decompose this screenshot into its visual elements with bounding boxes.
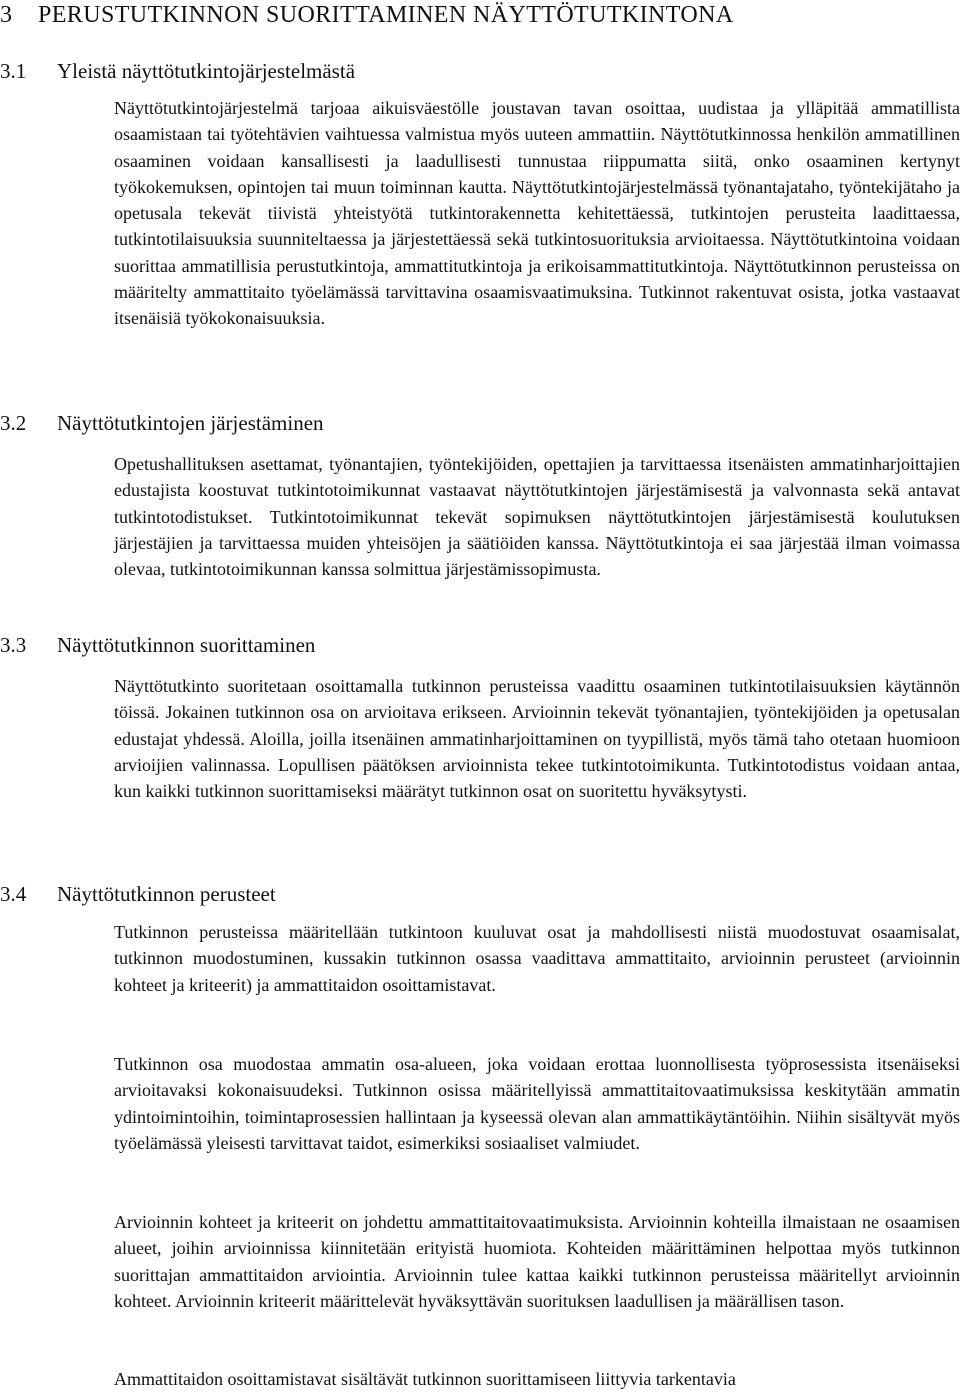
section-heading-3-4 xyxy=(0,881,276,907)
section-heading-3-3 xyxy=(0,632,315,658)
paragraph: Ammattitaidon osoittamistavat sisältävät tutkinnon suorittamiseen liittyvia tarkentavia xyxy=(114,1369,736,1389)
paragraph: Arvioinnin kohteet ja kriteerit on johdettu ammattitaitovaatimuksista. Arvioinnin kohteilla ilmaistaan ne osaamisen alueet, joihin arvioinnissa kiinnitetään erityistä huomiota. Kohteiden määrittäminen helpottaa myös tutkinnon suorittajan ammattitaidon arviointia. Arvioinnin tulee kattaa kaikki tutkinnon perusteissa määritellyt arvioinnin kohteet. Arvioinnin kriteerit määrittelevät hyväksyttävän suorituksen laadullisen ja määrällisen tason. xyxy=(114,1212,960,1311)
section-heading-3-2 xyxy=(0,410,324,436)
section-heading-3-1 xyxy=(0,58,355,84)
section-number: 3.3 xyxy=(0,633,27,657)
chapter-title: PERUSTUTKINNON SUORITTAMINEN NÄYTTÖTUTKINTONA xyxy=(38,2,734,28)
paragraph: Tutkinnon perusteissa määritellään tutkintoon kuuluvat osat ja mahdollisesti niistä muodostuvat osaamisalat, tutkinnon muodostuminen, kussakin tutkinnon osassa vaadittava ammattitaito, arvioinnin perusteet (arvioinnin kohteet ja kriteerit) ja ammattitaidon osoittamistavat. xyxy=(114,922,960,995)
paragraph: Tutkinnon osa muodostaa ammatin osa-alueen, joka voidaan erottaa luonnollisesta työprosessista itsenäiseksi arvioitavaksi kokonaisuudeksi. Tutkinnon osissa määritellyissä ammattitaitovaatimuksissa keskitytään ammatin ydintoimintoihin, toimintaprosessien hallintaan ja kyseessä olevan alan ammattikäytäntöihin. Niihin sisältyvät myös työelämässä yleisesti tarvittavat taidot, esimerkiksi sosiaaliset valmiudet. xyxy=(114,1054,960,1153)
section-title: Yleistä näyttötutkintojärjestelmästä xyxy=(57,59,356,83)
paragraph: Näyttötutkinto suoritetaan osoittamalla tutkinnon perusteissa vaadittu osaaminen tutkintotilaisuuksien käytännön töissä. Jokainen tutkinnon osa on arvioitava erikseen. Arvioinnin tekevät työnantajien, työntekijöiden ja opetusalan edustajat yhdessä. Aloilla, joilla itsenäinen ammatinharjoittaminen on tyypillistä, myös tämä taho otetaan huomioon arvioijien valinnassa. Lopullisen päätöksen arvioinnista tekee tutkintotoimikunta. Tutkintotodistus voidaan antaa, kun kaikki tutkinnon suorittamiseksi määrätyt tutkinnon osat on suoritettu hyväksytysti. xyxy=(114,676,960,802)
section-number: 3.2 xyxy=(0,411,27,435)
chapter-number: 3 xyxy=(0,2,13,28)
chapter-heading xyxy=(0,2,734,29)
paragraph: Opetushallituksen asettamat, työnantajien, työntekijöiden, opettajien ja tarvittaessa itsenäisten ammatinharjoittajien edustajista koostuvat tutkintotoimikunnat vastaavat näyttötutkintojen järjestämisestä ja valvonnasta sekä antavat tutkintotodistukset. Tutkintotoimikunnat tekevät sopimuksen näyttötutkintojen järjestämisestä koulutuksen järjestäjien ja tarvittaessa muiden yhteisöjen ja säätiöiden kanssa. Näyttötutkintoja ei saa järjestää ilman voimassa olevaa, tutkintotoimikunnan kanssa solmittua järjestämissopimusta. xyxy=(114,454,960,580)
section-number: 3.4 xyxy=(0,882,27,906)
section-title: Näyttötutkinnon perusteet xyxy=(57,882,276,906)
section-number: 3.1 xyxy=(0,59,27,83)
section-title: Näyttötutkintojen järjestäminen xyxy=(57,411,324,435)
section-title: Näyttötutkinnon suorittaminen xyxy=(57,633,316,657)
paragraph: Näyttötutkintojärjestelmä tarjoaa aikuisväestölle joustavan tavan osoittaa, uudistaa ja ylläpitää ammatillista osaamistaan tai työtehtävien vaihtuessa valmistua myös uuteen ammattiin. Näyttötutkinnossa henkilön ammatillinen osaaminen voidaan kansallisesti ja laadullisesti tunnustaa riippumatta siitä, onko osaaminen kertynyt työkokemuksen, opintojen tai muun toiminnan kautta. Näyttötutkintojärjestelmässä työnantajataho, työntekijätaho ja opetusala tekevät tiivistä yhteistyötä tutkintorakennetta kehitettäessä, tutkintojen perusteita laadittaessa, tutkintotilaisuuksia suunniteltaessa ja järjestettäessä sekä tutkintosuorituksia arvioitaessa. Näyttötutkintoina voidaan suorittaa ammatillisia perustutkintoja, ammattitutkintoja ja erikoisammattitutkintoja. Näyttötutkinnon perusteissa on määritelty ammattitaito työelämässä tarvittavina osaamisvaatimuksina. Tutkinnot rakentuvat osista, jotka vastaavat itsenäisiä työkokonaisuuksia. xyxy=(114,98,960,329)
